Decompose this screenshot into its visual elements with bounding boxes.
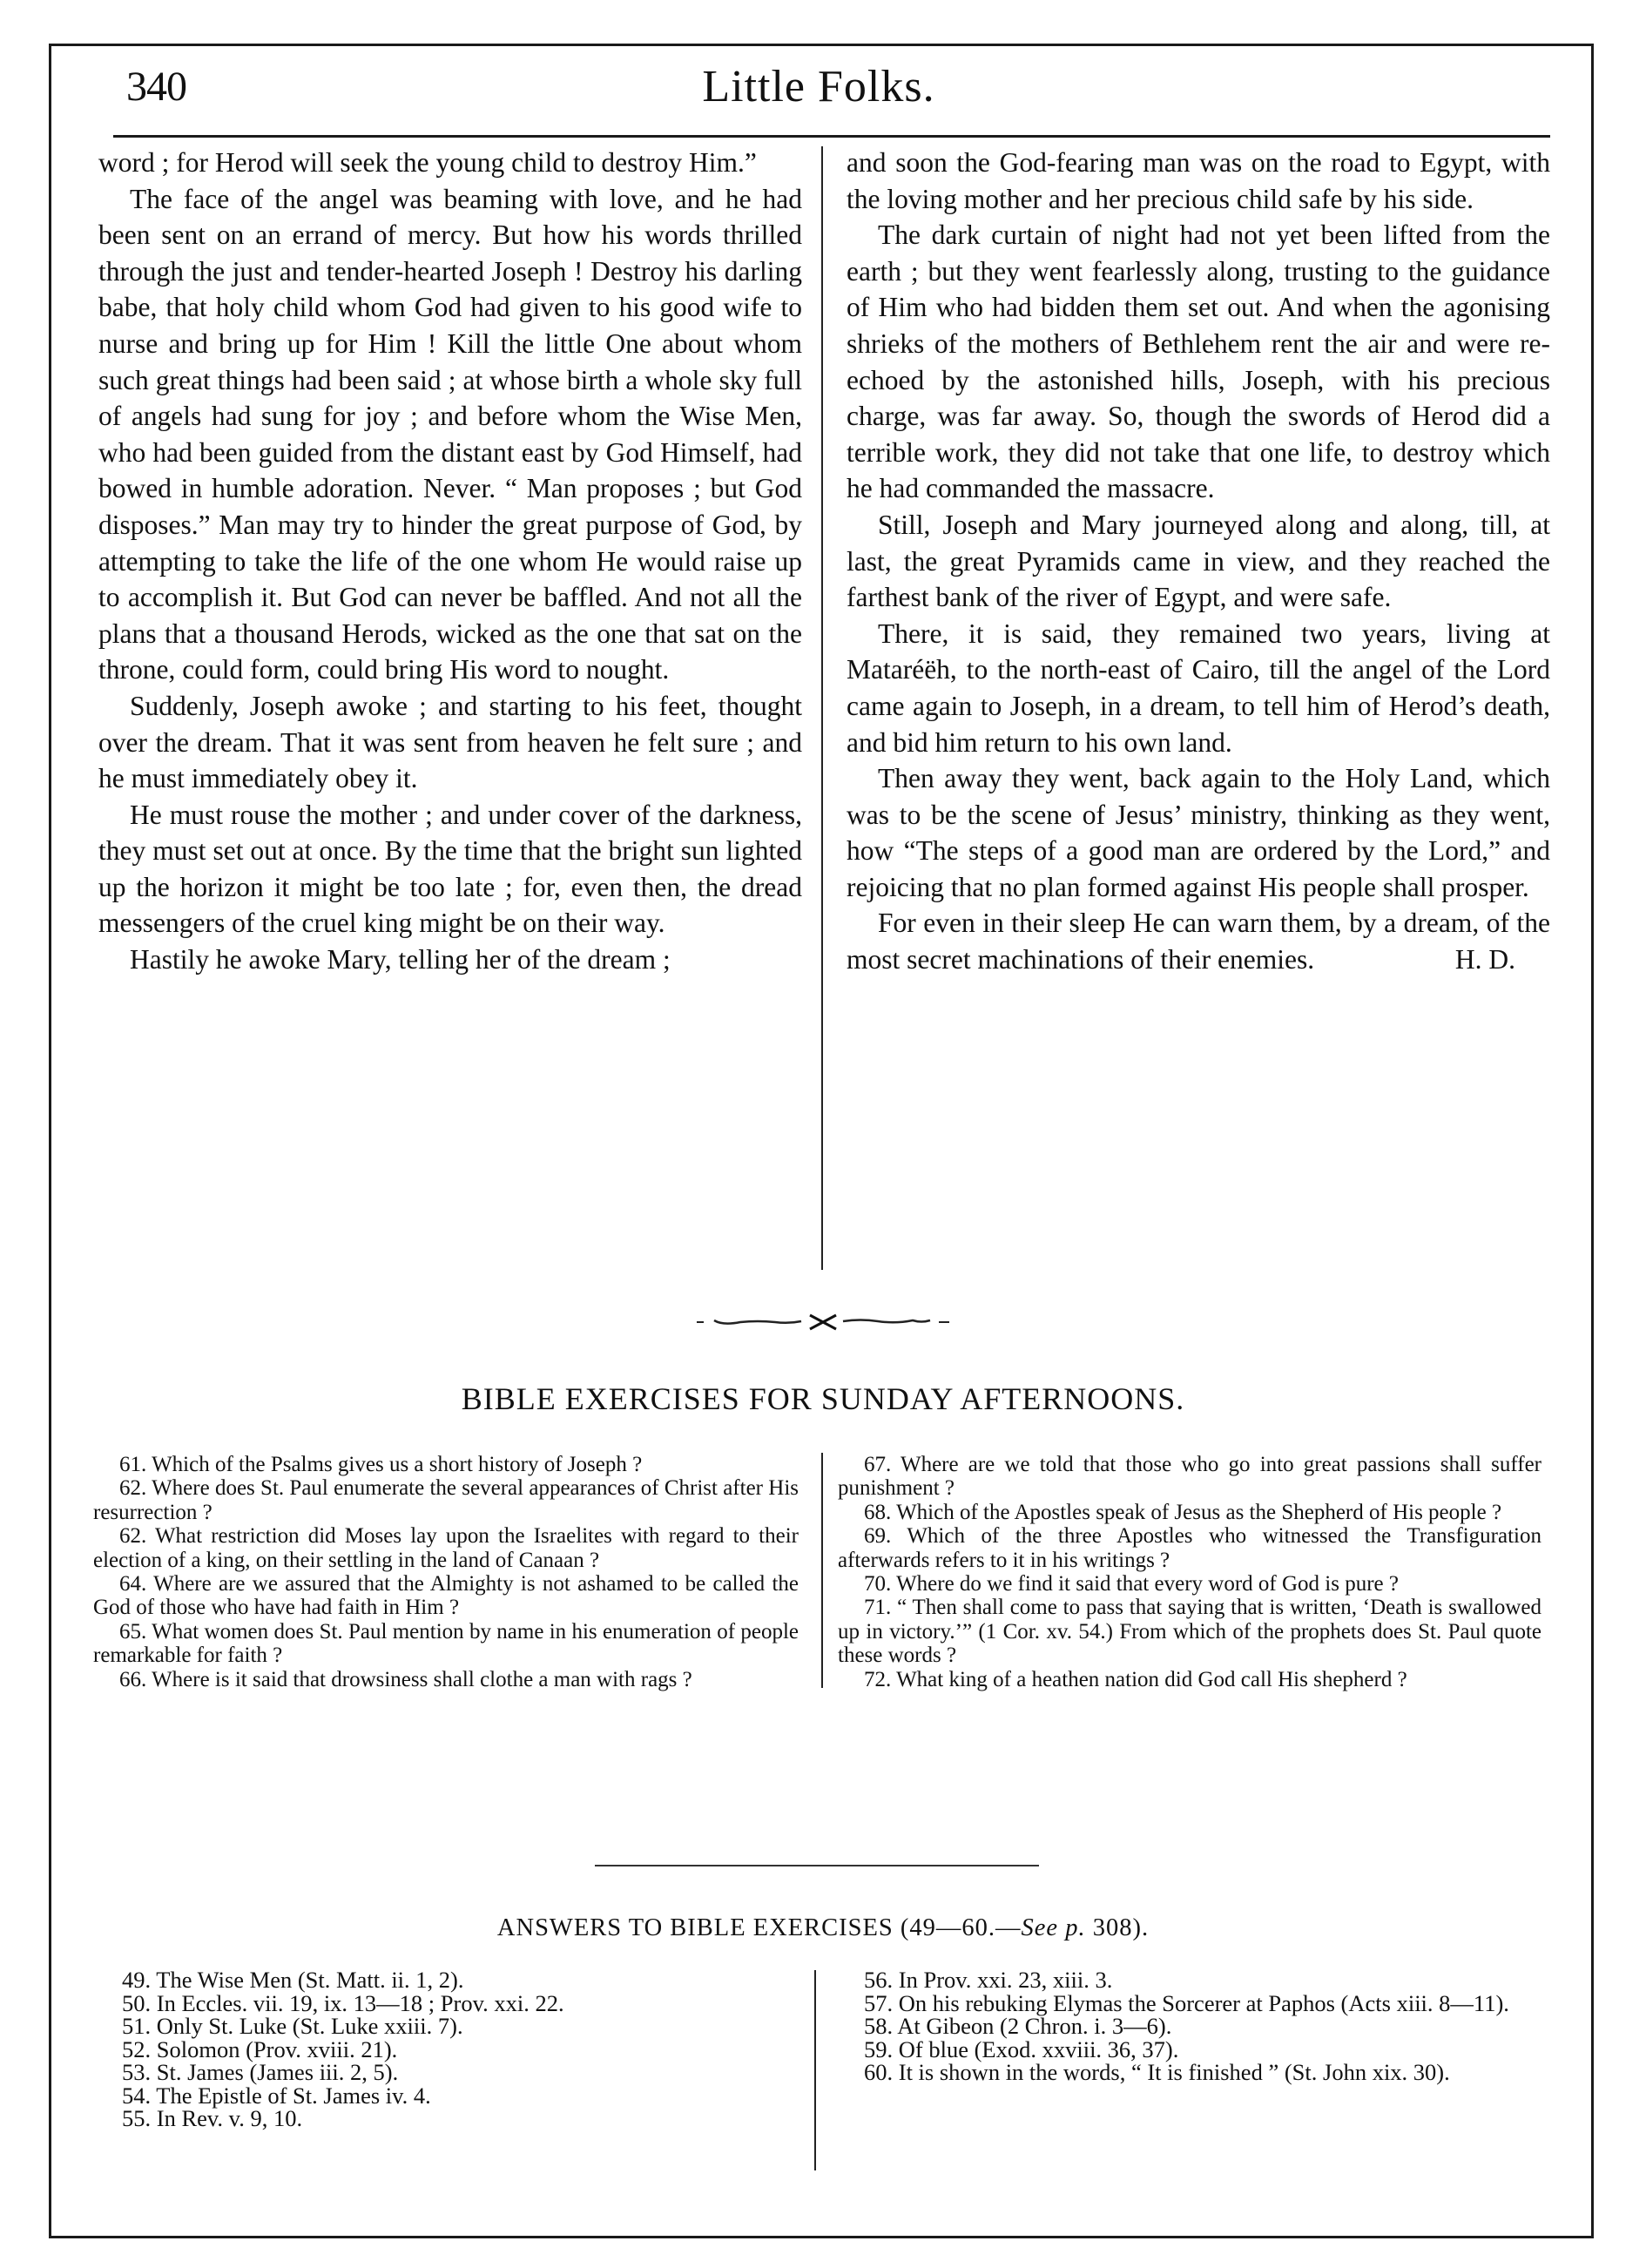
answer-item	[122, 2035, 784, 2062]
exercise-item	[93, 1620, 799, 1668]
item-text: The Epistle of St. James iv. 4.	[156, 2082, 431, 2109]
item-number: 51.	[122, 2013, 152, 2039]
item-number: 72.	[864, 1667, 892, 1691]
paragraph: and soon the God-fearing man was on the road to Egypt, with the loving mother and her precious child safe by his side.	[847, 147, 1550, 214]
item-text: It is shown in the words, “ It is finished ” (St. John xix. 30).	[898, 2059, 1450, 2085]
item-text: Only St. Luke (St. Luke xxiii. 7).	[156, 2013, 463, 2039]
exercise-item	[93, 1572, 799, 1620]
magazine-title: Little Folks.	[702, 62, 935, 111]
paragraph: Suddenly, Joseph awoke ; and starting to his feet, thought over the dream. That it was sent from heaven he felt sure ; and he must immediately obey it.	[98, 690, 802, 794]
item-number: 50.	[122, 1989, 152, 2016]
exercise-item	[838, 1596, 1541, 1667]
item-number: 52.	[122, 2035, 152, 2062]
item-text: Where does St. Paul enumerate the several appearances of Christ after His resurrection ?	[93, 1476, 799, 1524]
column-divider	[821, 1453, 823, 1688]
exercise-item	[838, 1668, 1541, 1691]
item-number: 65.	[119, 1619, 147, 1644]
exercise-item	[93, 1668, 799, 1691]
item-number: 62.	[119, 1476, 147, 1501]
item-text: Which of the three Apostles who witnessed the Transfiguration afterwards refers to it in his writings ?	[838, 1524, 1541, 1572]
item-number: 62.	[119, 1524, 147, 1549]
item-number: 57.	[864, 1989, 894, 2016]
paragraph: Still, Joseph and Mary journeyed along and along, till, at last, the great Pyramids came in view, and they reached the farthest bank of the river of Egypt, and were safe.	[847, 509, 1550, 613]
answer-item	[122, 2084, 784, 2108]
exercise-item	[838, 1524, 1541, 1572]
story-left-column	[98, 145, 802, 978]
item-text: What restriction did Moses lay upon the Israelites with regard to their election of a king, on their settling in the land of Canaan ?	[93, 1524, 799, 1572]
exercises-right-list	[838, 1453, 1541, 1691]
paragraph: There, it is said, they remained two years, living at Mataréëh, to the north-east of Cairo, till the angel of the Lord came again to Joseph, in a dream, to tell him of Herod’s death, and bid him return to his own land.	[847, 618, 1550, 758]
paragraph: Then away they went, back again to the Holy Land, which was to be the scene of Jesus’ ministry, thinking as they went, how “The steps of a good man are ordered by the Lord,” and rejoicing that no plan formed against His people shall prosper.	[847, 763, 1550, 902]
item-text: St. James (James iii. 2, 5).	[156, 2059, 399, 2085]
page-number: 340	[126, 64, 186, 110]
answer-item	[122, 2015, 784, 2038]
item-text: The Wise Men (St. Matt. ii. 1, 2).	[156, 1967, 464, 1993]
item-text: Where do we find it said that every word of God is pure ?	[896, 1572, 1399, 1596]
item-text: What women does St. Paul mention by name in his enumeration of people remarkable for faith ?	[93, 1619, 799, 1668]
answer-item	[122, 1968, 784, 1992]
story-right-column	[847, 145, 1550, 978]
author-signature: H. D.	[1454, 944, 1515, 975]
column-divider	[814, 1970, 816, 2170]
answer-item	[122, 2107, 784, 2130]
item-text: Where are we told that those who go into great passions shall suffer punishment ?	[838, 1453, 1541, 1501]
item-number: 68.	[864, 1500, 892, 1524]
paragraph: word ; for Herod will seek the young child to destroy Him.”	[98, 147, 757, 178]
item-text: Where are we assured that the Almighty is not ashamed to be called the God of those who have had faith in Him ?	[93, 1572, 799, 1620]
item-number: 66.	[119, 1667, 147, 1691]
answer-item	[838, 2035, 1541, 2062]
exercises-left-list	[93, 1453, 799, 1691]
answers-heading-text: ANSWERS TO BIBLE EXERCISES (49—60.—	[496, 1914, 1022, 1941]
item-text: Which of the Psalms gives us a short history of Joseph ?	[152, 1453, 643, 1476]
item-number: 53.	[122, 2059, 152, 2085]
header-rule	[113, 135, 1550, 138]
item-number: 71.	[864, 1596, 892, 1620]
item-number: 60.	[864, 2059, 894, 2085]
answer-item	[122, 1989, 784, 2016]
item-text: Solomon (Prov. xviii. 21).	[156, 2035, 398, 2062]
exercise-item	[93, 1453, 799, 1476]
answer-item	[838, 2015, 1541, 2038]
item-text: In Prov. xxi. 23, xiii. 3.	[898, 1967, 1113, 1993]
item-text: What king of a heathen nation did God call His shepherd ?	[896, 1667, 1407, 1691]
answers-heading	[0, 1914, 1646, 1942]
exercise-item	[838, 1572, 1541, 1596]
item-number: 70.	[864, 1572, 892, 1596]
paragraph: The dark curtain of night had not yet been lifted from the earth ; but they went fearlessly along, trusting to the guidance of Him who had bidden them set out. And when the agonising shrieks of the mothers of Bethlehem rent the air and were re-echoed by the astonished hills, Joseph, with his precious charge, was far away. So, though the swords of Herod did a terrible work, they did not take that one life, to destroy which he had commanded the massacre.	[847, 219, 1550, 504]
item-number: 56.	[864, 1967, 894, 1993]
item-text: At Gibeon (2 Chron. i. 3—6).	[897, 2013, 1172, 2039]
paragraph	[847, 905, 1550, 977]
item-text: In Rev. v. 9, 10.	[156, 2105, 303, 2131]
exercise-item	[838, 1501, 1541, 1524]
exercises-heading: BIBLE EXERCISES FOR SUNDAY AFTERNOONS.	[461, 1381, 1185, 1416]
paragraph: The face of the angel was beaming with love, and he had been sent on an errand of mercy. But how his words thrilled through the just and tender-hearted Joseph ! Destroy his darling babe, that holy child whom God had given to his good wife to nurse and bring up for Him ! Kill the little One about whom such great things had been said ; at whose birth a whole sky full of angels had sung for joy ; and before whom the Wise Men, who had been guided from the distant east by God Himself, had bowed in humble adoration. Never. “ Man proposes ; but God disposes.” Man may try to hinder the great purpose of God, by attempting to take the life of the one whom He would raise up to accomplish it. But God can never be baffled. And not all the plans that a thousand Herods, wicked as the one that sat on the throne, could form, could bring His word to nought.	[98, 183, 802, 685]
paragraph: He must rouse the mother ; and under cover of the darkness, they must set out at once. By the time that the bright sun lighted up the horizon it might be too late ; for, even then, the dread messengers of the cruel king might be on their way.	[98, 799, 802, 939]
item-number: 67.	[864, 1453, 892, 1476]
exercise-item	[93, 1476, 799, 1524]
item-number: 61.	[119, 1453, 147, 1476]
item-text: “ Then shall come to pass that saying that is written, ‘Death is swallowed up in victory.’” (1 Cor. xv. 54.) From which of the prophets does St. Paul quote these words ?	[838, 1596, 1542, 1668]
answers-left-list	[122, 1968, 784, 2130]
paragraph: Hastily he awoke Mary, telling her of the dream ;	[130, 944, 671, 975]
column-divider	[821, 146, 823, 1270]
answer-item	[838, 1989, 1541, 2016]
item-text: Which of the Apostles speak of Jesus as the Shepherd of His people ?	[896, 1500, 1502, 1524]
item-text: In Eccles. vii. 19, ix. 13—18 ; Prov. xxi. 22.	[156, 1989, 564, 2016]
answer-item	[838, 2061, 1541, 2084]
item-text: Where is it said that drowsiness shall clothe a man with rags ?	[152, 1667, 692, 1691]
item-number: 58.	[864, 2013, 894, 2039]
answers-heading-page: 308).	[1085, 1914, 1150, 1941]
item-number: 49.	[122, 1967, 152, 1993]
item-number: 69.	[864, 1524, 892, 1549]
item-number: 54.	[122, 2082, 152, 2109]
ornament-divider-icon	[697, 1313, 949, 1331]
paragraph-text: For even in their sleep He can warn them, by a dream, of the most secret machinations of their enemies.	[847, 908, 1550, 975]
answer-item	[838, 1968, 1541, 1992]
exercise-item	[838, 1453, 1541, 1501]
exercise-item	[93, 1524, 799, 1572]
item-number: 59.	[864, 2035, 894, 2062]
item-text: On his rebuking Elymas the Sorcerer at Paphos (Acts xiii. 8—11).	[898, 1989, 1509, 2016]
item-text: Of blue (Exod. xxviii. 36, 37).	[898, 2035, 1179, 2062]
answer-item	[122, 2061, 784, 2084]
item-number: 55.	[122, 2105, 152, 2131]
answers-right-list	[838, 1968, 1541, 2084]
section-rule	[595, 1865, 1039, 1866]
answers-heading-ref: See p.	[1021, 1914, 1086, 1941]
item-number: 64.	[119, 1572, 147, 1596]
running-header	[100, 54, 1537, 132]
